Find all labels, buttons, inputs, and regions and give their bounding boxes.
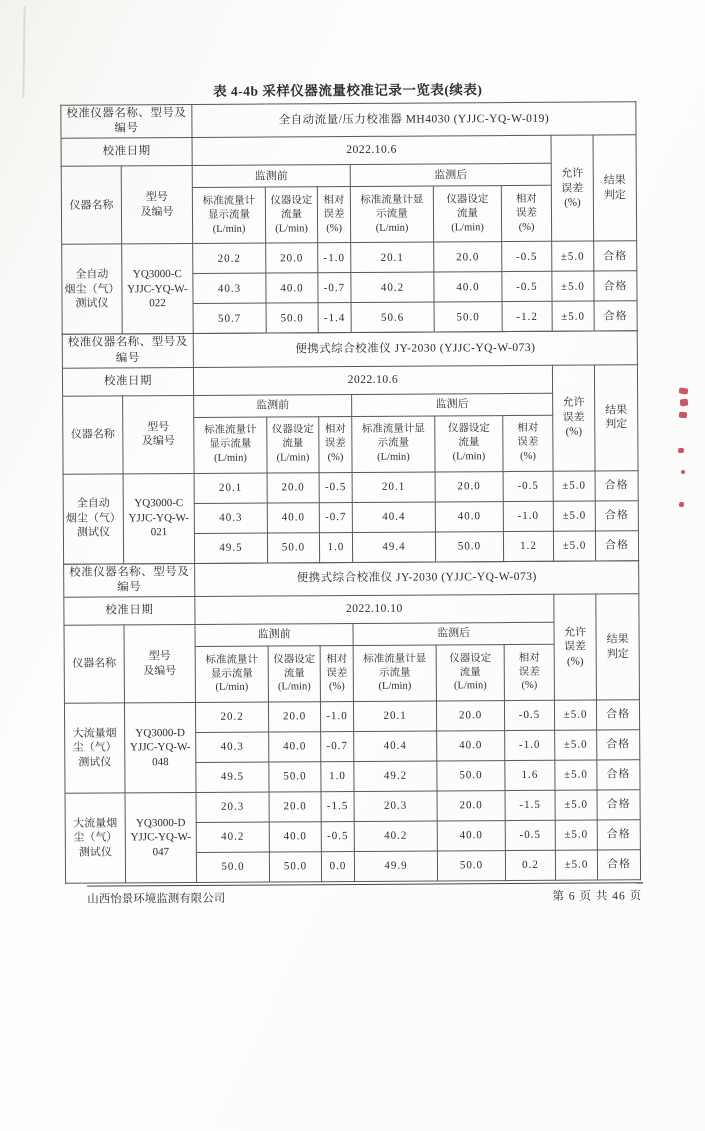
value-cell: ±5.0 (552, 301, 594, 331)
result-cell: 合格 (595, 500, 638, 530)
calibration-tables (60, 101, 640, 884)
value-cell: 40.0 (437, 821, 505, 851)
date-label: 校准日期 (62, 367, 193, 396)
value-cell: 40.2 (351, 272, 434, 303)
value-cell: 20.0 (434, 242, 502, 272)
pre-monitoring-header: 监测前 (192, 165, 350, 188)
result-cell: 合格 (594, 271, 637, 301)
value-cell: 20.2 (193, 243, 266, 273)
value-cell: 50.6 (351, 302, 434, 333)
date-row (62, 364, 637, 396)
rel-error-post-header: 相对 误差 (%) (503, 415, 553, 471)
info-value: 便携式综合校准仪 JY-2030 (YJJC-YQ-W-073) (195, 560, 639, 596)
value-cell: ±5.0 (553, 501, 595, 531)
value-cell: -1.5 (321, 792, 354, 822)
std-flow-post-header: 标准流量计显 示流量 (L/min) (350, 186, 433, 243)
value-cell: 49.5 (196, 762, 269, 792)
rel-error-pre-header: 相对 误差 (%) (319, 416, 352, 472)
instrument-model-cell: YQ3000-D YJJC-YQ-W-048 (124, 702, 196, 792)
model-header: 型号 及编号 (124, 624, 195, 702)
info-label: 校准仪器名称、型号及编号 (61, 104, 192, 138)
post-monitoring-header: 监测后 (350, 164, 551, 187)
data-row (64, 700, 639, 734)
document-title: 表 4-4b 采样仪器流量校准记录一览表(续表) (213, 82, 483, 99)
red-ink-mark (680, 399, 689, 407)
value-cell: -0.5 (503, 471, 553, 501)
result-cell: 合格 (597, 790, 640, 820)
result-cell: 合格 (595, 470, 638, 500)
value-cell: 20.0 (435, 471, 503, 501)
allow-error-header: 允许 误差 (%) (552, 365, 595, 471)
result-header: 结果 判定 (596, 594, 640, 700)
result-cell: 合格 (595, 530, 638, 560)
value-cell: ±5.0 (552, 271, 594, 301)
value-cell: 40.4 (352, 502, 435, 533)
calibration-table-1 (60, 101, 637, 335)
pre-monitoring-header: 监测前 (195, 624, 353, 647)
calibration-table-2 (62, 331, 639, 565)
red-ink-mark (679, 387, 689, 394)
value-cell: 50.0 (267, 532, 319, 562)
company-name: 山西怡景环境监测有限公司 (87, 892, 226, 906)
date-value: 2022.10.6 (192, 136, 551, 166)
value-cell: 50.0 (435, 531, 503, 561)
red-ink-mark (681, 470, 685, 474)
value-cell: 20.0 (437, 791, 505, 821)
rel-error-pre-header: 相对 误差 (%) (317, 187, 350, 243)
value-cell: 40.0 (269, 732, 321, 762)
value-cell: -1.0 (320, 702, 353, 732)
result-header: 结果 判定 (594, 364, 638, 470)
instrument-model-cell: YQ3000-C YJJC-YQ-W-022 (122, 244, 194, 334)
value-cell: 20.3 (354, 791, 437, 822)
value-cell: -0.5 (505, 820, 555, 850)
value-cell: 40.0 (267, 502, 319, 532)
value-cell: 50.0 (269, 852, 321, 882)
value-cell: -0.7 (321, 732, 354, 762)
value-cell: 20.1 (352, 472, 435, 503)
date-label: 校准日期 (61, 138, 192, 167)
value-cell: -1.5 (505, 790, 555, 820)
value-cell: ±5.0 (554, 700, 596, 730)
value-cell: 49.9 (354, 851, 437, 882)
value-cell: -0.5 (502, 242, 552, 272)
std-flow-post-header: 标准流量计显 示流量 (L/min) (353, 645, 436, 702)
value-cell: -1.4 (318, 303, 351, 333)
info-row (64, 560, 639, 597)
value-cell: 50.0 (269, 762, 321, 792)
rel-error-pre-header: 相对 误差 (%) (320, 646, 353, 702)
set-flow-post-header: 仪器设定 流量 (L/min) (433, 186, 501, 242)
instrument-name-header: 仪器名称 (64, 625, 124, 703)
rel-error-post-header: 相对 误差 (%) (504, 644, 554, 700)
value-cell: ±5.0 (555, 760, 597, 790)
info-label: 校准仪器名称、型号及编号 (64, 563, 195, 597)
value-cell: -0.5 (319, 472, 352, 502)
value-cell: 40.3 (196, 732, 269, 762)
value-cell: 20.0 (268, 702, 320, 732)
value-cell: 49.2 (354, 761, 437, 792)
std-flow-post-header: 标准流量计显 示流量 (L/min) (352, 416, 435, 473)
date-value: 2022.10.6 (193, 365, 552, 395)
value-cell: 40.3 (194, 503, 267, 533)
info-value: 便携式综合校准仪 JY-2030 (YJJC-YQ-W-073) (193, 331, 637, 367)
value-cell: 40.2 (354, 821, 437, 852)
value-cell: -1.0 (505, 730, 555, 760)
instrument-name-cell: 大流量烟 尘（气） 测试仪 (65, 793, 126, 883)
red-ink-mark (678, 448, 684, 453)
data-rows (64, 700, 640, 884)
date-value: 2022.10.10 (195, 594, 554, 624)
data-rows (62, 241, 638, 335)
value-cell: ±5.0 (555, 790, 597, 820)
value-cell: -1.0 (503, 501, 553, 531)
date-row (64, 594, 639, 626)
set-flow-post-header: 仪器设定 流量 (L/min) (436, 645, 504, 701)
set-flow-pre-header: 仪器设定 流量 (L/min) (265, 187, 317, 243)
std-flow-pre-header: 标准流量计 显示流量 (L/min) (194, 417, 267, 473)
value-cell: 49.5 (194, 533, 267, 563)
value-cell: ±5.0 (555, 850, 597, 880)
value-cell: ±5.0 (553, 471, 595, 501)
value-cell: 40.0 (434, 272, 502, 302)
post-monitoring-header: 监测后 (353, 622, 554, 645)
result-header: 结果 判定 (593, 135, 637, 241)
value-cell: 20.0 (269, 792, 321, 822)
value-cell: 40.3 (193, 273, 266, 303)
pre-monitoring-header: 监测前 (194, 394, 352, 417)
value-cell: 20.3 (196, 792, 269, 822)
value-cell: 40.0 (269, 822, 321, 852)
value-cell: 1.0 (319, 532, 352, 562)
value-cell: 49.4 (352, 532, 435, 563)
instrument-name-cell: 全自动 烟尘（气） 测试仪 (62, 244, 123, 334)
data-row (62, 241, 637, 275)
value-cell: -0.5 (502, 272, 552, 302)
data-rows (63, 470, 639, 564)
page-footer (65, 882, 642, 907)
instrument-name-cell: 大流量烟 尘（气） 测试仪 (64, 703, 125, 793)
allow-error-header: 允许 误差 (%) (554, 594, 597, 700)
value-cell: -0.7 (318, 273, 351, 303)
value-cell: 50.0 (196, 852, 269, 882)
value-cell: 20.1 (353, 701, 436, 732)
info-label: 校准仪器名称、型号及编号 (62, 334, 193, 368)
value-cell: 50.0 (437, 851, 505, 881)
result-cell: 合格 (597, 820, 640, 850)
value-cell: 40.0 (266, 273, 318, 303)
instrument-model-cell: YQ3000-C YJJC-YQ-W-021 (123, 473, 195, 563)
value-cell: 50.0 (434, 302, 502, 332)
instrument-name-cell: 全自动 烟尘（气） 测试仪 (63, 474, 124, 564)
value-cell: -1.2 (502, 302, 552, 332)
value-cell: 0.2 (505, 850, 555, 880)
result-cell: 合格 (594, 301, 637, 331)
value-cell: ±5.0 (552, 241, 594, 271)
std-flow-pre-header: 标准流量计 显示流量 (L/min) (192, 187, 265, 243)
info-row (62, 331, 637, 368)
value-cell: -0.5 (504, 700, 554, 730)
data-row (65, 790, 640, 824)
value-cell: 20.0 (267, 472, 319, 502)
value-cell: 20.0 (436, 701, 504, 731)
value-cell: 50.0 (437, 761, 505, 791)
value-cell: -1.0 (318, 243, 351, 273)
value-cell: ±5.0 (555, 820, 597, 850)
value-cell: ±5.0 (555, 730, 597, 760)
value-cell: 20.0 (266, 243, 318, 273)
value-cell: 50.7 (193, 303, 266, 333)
result-cell: 合格 (594, 241, 637, 271)
result-cell: 合格 (597, 760, 640, 790)
result-cell: 合格 (597, 730, 640, 760)
value-cell: 40.2 (196, 822, 269, 852)
page-number: 第 6 页 共 46 页 (552, 890, 643, 903)
allow-error-header: 允许 误差 (%) (551, 135, 594, 241)
value-cell: -0.7 (319, 502, 352, 532)
value-cell: ±5.0 (553, 531, 595, 561)
value-cell: 20.1 (194, 473, 267, 503)
value-cell: 50.0 (266, 303, 318, 333)
value-cell: 40.4 (354, 731, 437, 762)
model-header: 型号 及编号 (121, 166, 192, 244)
instrument-model-cell: YQ3000-D YJJC-YQ-W-047 (125, 792, 197, 882)
value-cell: -0.5 (321, 822, 354, 852)
model-header: 型号 及编号 (123, 395, 194, 473)
set-flow-pre-header: 仪器设定 流量 (L/min) (267, 416, 319, 472)
red-ink-mark (679, 412, 687, 419)
date-row (61, 135, 636, 167)
value-cell: 20.1 (351, 242, 434, 273)
set-flow-post-header: 仪器设定 流量 (L/min) (435, 415, 503, 471)
value-cell: 40.0 (437, 731, 505, 761)
calibration-table-3 (63, 560, 641, 884)
instrument-name-header: 仪器名称 (63, 396, 123, 474)
info-row (61, 102, 636, 139)
value-cell: 20.2 (195, 702, 268, 732)
result-cell: 合格 (597, 850, 640, 880)
post-monitoring-header: 监测后 (352, 393, 553, 416)
std-flow-pre-header: 标准流量计 显示流量 (L/min) (195, 646, 268, 702)
result-cell: 合格 (596, 700, 639, 730)
value-cell: 1.2 (503, 531, 553, 561)
info-value: 全自动流量/压力校准器 MH4030 (YJJC-YQ-W-019) (192, 102, 636, 138)
value-cell: 40.0 (435, 501, 503, 531)
instrument-name-header: 仪器名称 (61, 166, 121, 244)
value-cell: 1.6 (505, 760, 555, 790)
value-cell: 1.0 (321, 762, 354, 792)
value-cell: 0.0 (321, 852, 354, 882)
set-flow-pre-header: 仪器设定 流量 (L/min) (268, 646, 320, 702)
date-label: 校准日期 (64, 596, 195, 625)
rel-error-post-header: 相对 误差 (%) (501, 186, 551, 242)
data-row (63, 470, 638, 504)
